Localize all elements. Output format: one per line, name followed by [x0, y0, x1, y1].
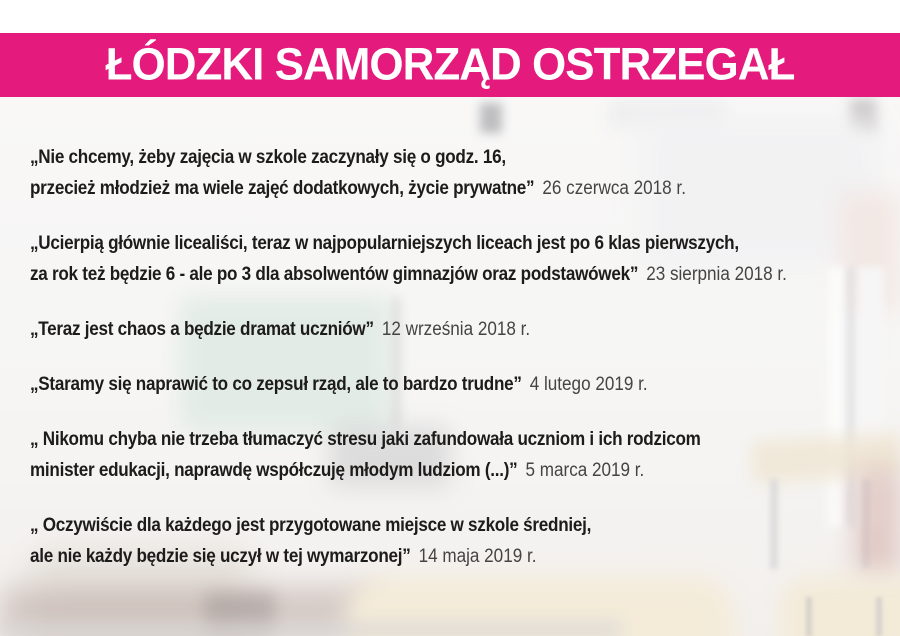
floor-band-blur — [0, 622, 620, 636]
quote-text: „Teraz jest chaos a będzie dramat uczniów” — [30, 319, 374, 340]
quote-text: „Ucierpią głównie licealiści, teraz w najpopularniejszych liceach jest po 6 klas pierwszych, — [30, 233, 739, 254]
wall-speaker-right-blur — [850, 99, 876, 133]
quote-text: przecież młodzież ma wiele zajęć dodatkowych, życie prywatne” — [30, 178, 535, 199]
quote-date: 12 września 2018 r. — [381, 319, 531, 340]
quote — [30, 314, 804, 345]
quote-text: „Staramy się naprawić to co zepsuł rząd, ale to bardzo trudne” — [30, 374, 522, 395]
chair-leg-blur — [806, 597, 812, 636]
wall-speaker-left-blur — [480, 103, 502, 133]
page-title: ŁÓDZKI SAMORZĄD OSTRZEGAŁ — [105, 39, 795, 90]
chair-leg-blur — [876, 597, 882, 636]
quote-date: 5 marca 2019 r. — [525, 460, 645, 481]
quote-text: „Nie chcemy, żeby zajęcia w szkole zaczynały się o godz. 16, — [30, 147, 506, 168]
quote-date: 26 czerwca 2018 r. — [542, 178, 686, 199]
quote-text: minister edukacji, naprawdę współczuję młodym ludziom (...)” — [30, 460, 518, 481]
quote-text: „ Oczywiście dla każdego jest przygotowane miejsce w szkole średniej, — [30, 515, 592, 536]
quote — [30, 228, 804, 290]
quote — [30, 424, 804, 486]
quote — [30, 510, 804, 572]
quote — [30, 142, 804, 204]
quote-date: 14 maja 2019 r. — [418, 546, 537, 567]
header-banner — [0, 33, 900, 97]
air-conditioner-blur — [608, 99, 726, 129]
chair-leg-shadow-blur — [205, 592, 275, 634]
quote-text: ale nie każdy będzie się uczył w tej wymarzonej” — [30, 546, 411, 567]
quote-text: „ Nikomu chyba nie trzeba tłumaczyć stresu jaki zafundowała uczniom i ich rodzicom — [30, 429, 701, 450]
quote — [30, 369, 804, 400]
quote-date: 4 lutego 2019 r. — [529, 374, 648, 395]
quotes-list — [30, 142, 890, 596]
quote-text: za rok też będzie 6 - ale po 3 dla absolwentów gimnazjów oraz podstawówek” — [30, 264, 639, 285]
quote-date: 23 sierpnia 2018 r. — [646, 264, 787, 285]
